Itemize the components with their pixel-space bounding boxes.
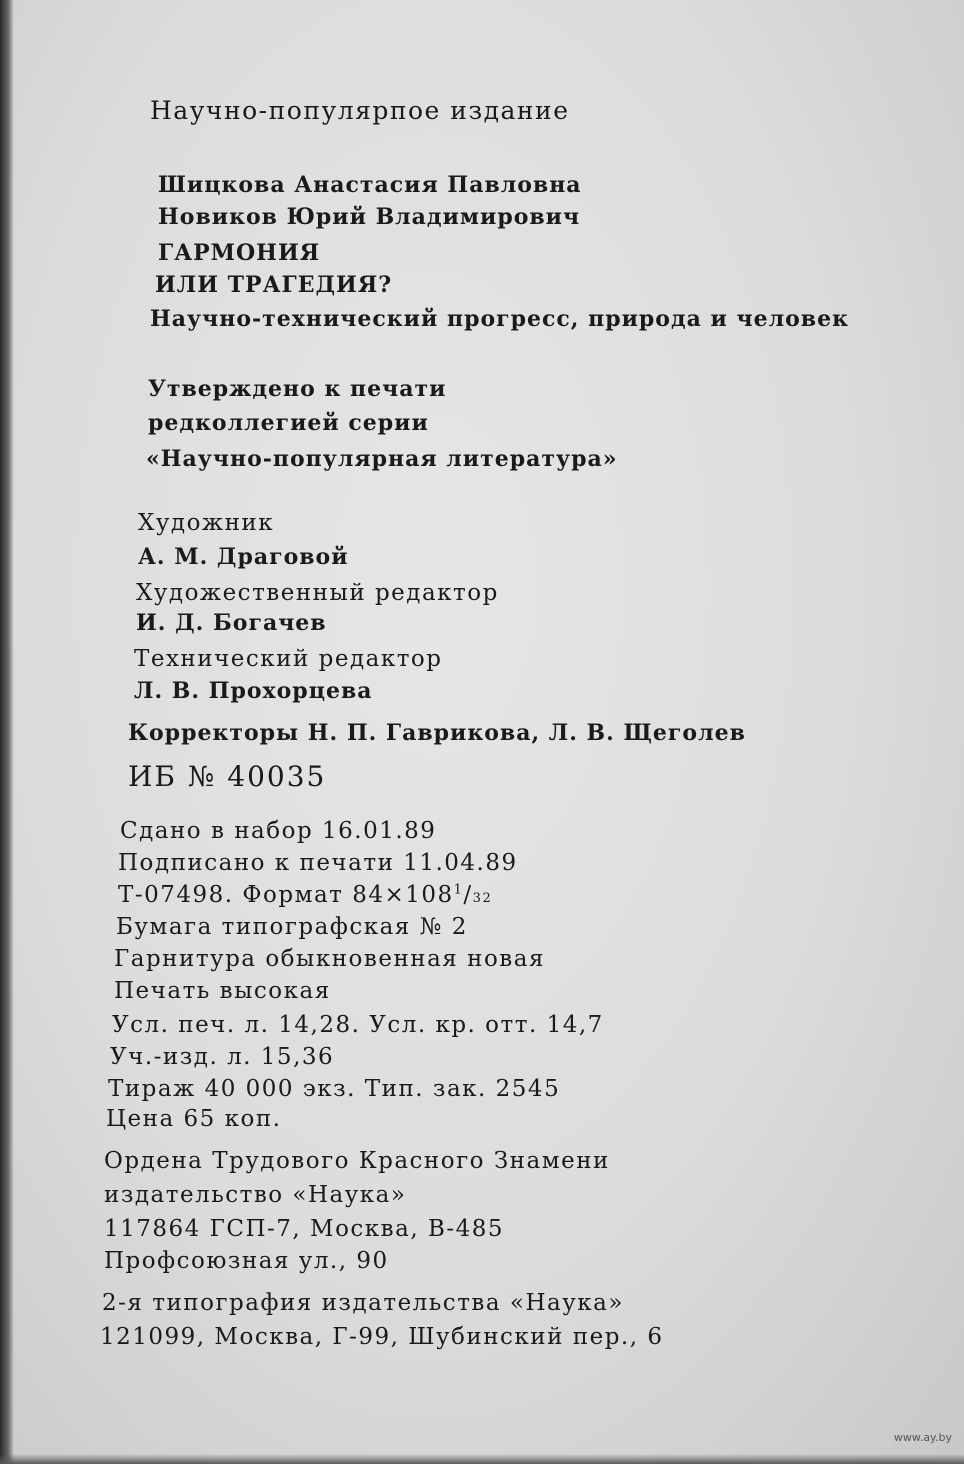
page-bottom-shadow — [0, 1454, 964, 1464]
printer-line: 121099, Москва, Г-99, Шубинский пер., 6 — [100, 1324, 664, 1350]
book-title-line: ГАРМОНИЯ — [158, 240, 321, 266]
imprint-line: Уч.-изд. л. 15,36 — [110, 1044, 335, 1070]
credit-line: Л. В. Прохорцева — [134, 678, 373, 704]
imprint-line: Сдано в набор 16.01.89 — [120, 818, 437, 844]
printer-line: 2-я типография издательства «Наука» — [102, 1290, 624, 1316]
author-line: Новиков Юрий Владимирович — [158, 204, 581, 230]
imprint-line: Цена 65 коп. — [106, 1106, 282, 1132]
book-subtitle: Научно-технический прогресс, природа и человек — [150, 306, 849, 332]
credit-line: Корректоры Н. П. Гаврикова, Л. В. Щеголев — [128, 720, 746, 746]
imprint-line-format: Т-07498. Формат $84\times 108^1/32$ — [118, 882, 493, 908]
format-text: Т-07498. Формат 84×108 — [118, 882, 454, 908]
publisher-line: Ордена Трудового Красного Знамени — [104, 1148, 610, 1174]
imprint-line: Печать высокая — [114, 978, 331, 1004]
publisher-line: издательство «Наука» — [104, 1182, 407, 1208]
publisher-line: 117864 ГСП-7, Москва, В-485 — [104, 1216, 505, 1242]
approved-line: редколлегией серии — [148, 410, 429, 436]
imprint-line: Гарнитура обыкновенная новая — [114, 946, 545, 972]
series-label: Научно-популярпое издание — [150, 96, 570, 125]
format-fraction-numerator: 1 — [453, 882, 464, 898]
imprint-line: Бумага типографская № 2 — [116, 914, 468, 940]
approved-line: «Научно-популярная литература» — [146, 446, 618, 472]
imprint-line: Тираж 40 000 экз. Тип. зак. 2545 — [108, 1076, 561, 1102]
imprint-line: Усл. печ. л. 14,28. Усл. кр. отт. 14,7 — [112, 1012, 604, 1038]
credit-line: И. Д. Богачев — [136, 610, 327, 636]
approved-line: Утверждено к печати — [148, 376, 447, 402]
credit-line: Технический редактор — [134, 646, 443, 672]
credit-line: Художественный редактор — [136, 580, 499, 606]
page-edge-shadow — [0, 0, 14, 1464]
ib-number: ИБ № 40035 — [128, 760, 327, 793]
credit-line: Художник — [138, 510, 275, 536]
credit-line: А. М. Драговой — [138, 544, 349, 570]
format-fraction-denominator: 32 — [472, 891, 493, 906]
watermark: www.ay.by — [893, 1431, 952, 1444]
publisher-line: Профсоюзная ул., 90 — [104, 1248, 389, 1274]
book-title-line: ИЛИ ТРАГЕДИЯ? — [155, 272, 393, 298]
author-line: Шицкова Анастасия Павловна — [158, 172, 582, 198]
imprint-line: Подписано к печати 11.04.89 — [118, 850, 518, 876]
